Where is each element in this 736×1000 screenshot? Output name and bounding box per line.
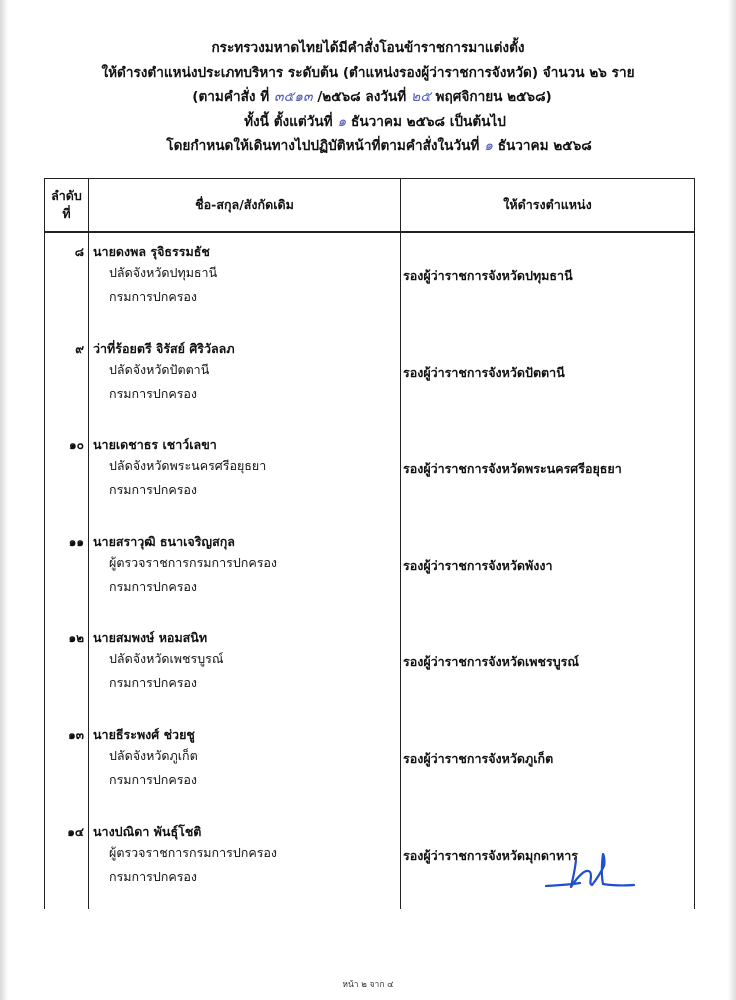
row-number: ๑๔: [67, 824, 84, 839]
person-cell: [89, 330, 401, 427]
row-number-cell: [45, 232, 89, 330]
former-position: ปลัดจังหวัดปทุมธานี: [109, 265, 218, 280]
row-number: ๑๐: [69, 438, 84, 453]
row-number-cell: [45, 523, 89, 620]
person-name: นางปณิดา พันธุ์โชติ: [93, 823, 202, 839]
former-position: ปลัดจังหวัดพระนครศรีอยุธยา: [109, 458, 267, 474]
person-cell: [89, 426, 401, 523]
former-department: กรมการปกครอง: [109, 675, 198, 691]
person-cell: [89, 523, 401, 620]
order-label: (ตามคำสั่ง ที่: [192, 89, 270, 105]
new-position-cell: [401, 619, 695, 716]
former-position: ผู้ตรวจราชการกรมการปกครอง: [109, 844, 278, 860]
former-department: กรมการปกครอง: [109, 385, 198, 401]
effective-month-year: ธันวาคม ๒๕๖๘ เป็นต้นไป: [351, 113, 506, 130]
header-line-5: [0, 134, 736, 159]
travel-label: โดยกำหนดให้เดินทางไปปฏิบัติหน้าที่ตามคำสั่งในวันที่: [166, 138, 480, 154]
effective-label: ทั้งนี้ ตั้งแต่วันที่: [244, 113, 333, 130]
table-row: [45, 330, 695, 427]
column-header-name: ชื่อ-สกุล/สังกัดเดิม: [89, 179, 401, 233]
new-position: รองผู้ว่าราชการจังหวัดภูเก็ต: [403, 750, 554, 766]
person-cell: [89, 619, 401, 716]
person-cell: [89, 716, 401, 813]
former-position: ปลัดจังหวัดภูเก็ต: [109, 747, 198, 763]
order-month-year: พฤศจิกายน ๒๕๖๘): [435, 89, 552, 105]
header-line-2: ให้ดำรงตำแหน่งประเภทบริหาร ระดับต้น (ตำแหน่งรองผู้ว่าราชการจังหวัด) จำนวน ๒๖ ราย: [101, 64, 635, 81]
new-position: รองผู้ว่าราชการจังหวัดพังงา: [403, 557, 553, 573]
row-number: ๑๑: [68, 534, 84, 549]
new-position-cell: [401, 426, 695, 523]
person-name: นายสราวุฒิ ธนาเจริญสกุล: [93, 533, 235, 549]
table-row: [45, 619, 695, 716]
row-number: ๑๒: [68, 631, 84, 646]
row-number-cell: [45, 330, 89, 427]
column-header-order: ลำดับ ที่: [45, 179, 89, 233]
new-position-cell: [401, 523, 695, 620]
row-number-cell: [45, 716, 89, 813]
person-name: ว่าที่ร้อยตรี จิรัสย์ ศิริวัลลภ: [93, 340, 235, 356]
signature: [540, 840, 640, 900]
person-name: นายเดชาธร เชาว์เลขา: [93, 437, 217, 453]
former-position: ผู้ตรวจราชการกรมการปกครอง: [109, 554, 278, 570]
column-header-new-position: ให้ดำรงตำแหน่ง: [401, 179, 695, 233]
former-department: กรมการปกครอง: [109, 289, 198, 304]
former-position: ปลัดจังหวัดเพชรบูรณ์: [109, 651, 224, 667]
new-position: รองผู้ว่าราชการจังหวัดปัตตานี: [403, 364, 565, 380]
order-year-date-label: /๒๕๖๘ ลงวันที่: [317, 89, 407, 105]
person-name: นายสมพงษ์ หอมสนิท: [93, 630, 208, 646]
document-header: [0, 36, 736, 159]
table-row: [45, 716, 695, 813]
table-header-row: [45, 179, 695, 233]
former-department: กรมการปกครอง: [109, 482, 198, 498]
new-position: รองผู้ว่าราชการจังหวัดมุกดาหาร: [403, 847, 578, 863]
header-line-3: [0, 85, 736, 110]
former-department: กรมการปกครอง: [109, 578, 198, 594]
former-department: กรมการปกครอง: [109, 868, 198, 884]
person-cell: [89, 232, 401, 330]
header-line-4: [0, 110, 736, 135]
row-number-cell: [45, 619, 89, 716]
table-row: [45, 232, 695, 330]
row-number: ๙: [75, 341, 84, 356]
former-position: ปลัดจังหวัดปัตตานี: [109, 361, 210, 377]
appointment-table: [44, 178, 695, 909]
person-name: นายดงพล รุจิธรรมธัช: [93, 244, 210, 259]
effective-day-handwritten: ๑: [337, 113, 347, 130]
row-number: ๑๓: [68, 727, 84, 742]
table-row: [45, 426, 695, 523]
new-position: รองผู้ว่าราชการจังหวัดพระนครศรีอยุธยา: [403, 461, 622, 477]
header-line-1: กระทรวงมหาดไทยได้มีคำสั่งโอนข้าราชการมาแต่งตั้ง: [211, 40, 525, 56]
new-position-cell: [401, 716, 695, 813]
former-department: กรมการปกครอง: [109, 771, 198, 787]
order-day-handwritten: ๒๕: [410, 89, 431, 105]
order-number-handwritten: ๓๕๑๓: [273, 89, 313, 105]
row-number-cell: [45, 813, 89, 909]
page-number: หน้า ๒ จาก ๔: [342, 980, 394, 990]
person-name: นายธีระพงศ์ ช่วยชู: [93, 726, 195, 742]
new-position-cell: [401, 232, 695, 330]
travel-day-handwritten: ๑: [484, 138, 493, 154]
row-number: ๘: [74, 245, 84, 259]
table-row: [45, 523, 695, 620]
travel-month-year: ธันวาคม ๒๕๖๘: [497, 138, 592, 154]
person-cell: [89, 813, 401, 909]
row-number-cell: [45, 426, 89, 523]
new-position: รองผู้ว่าราชการจังหวัดปทุมธานี: [403, 268, 573, 283]
new-position-cell: [401, 330, 695, 427]
new-position: รองผู้ว่าราชการจังหวัดเพชรบูรณ์: [403, 654, 579, 670]
